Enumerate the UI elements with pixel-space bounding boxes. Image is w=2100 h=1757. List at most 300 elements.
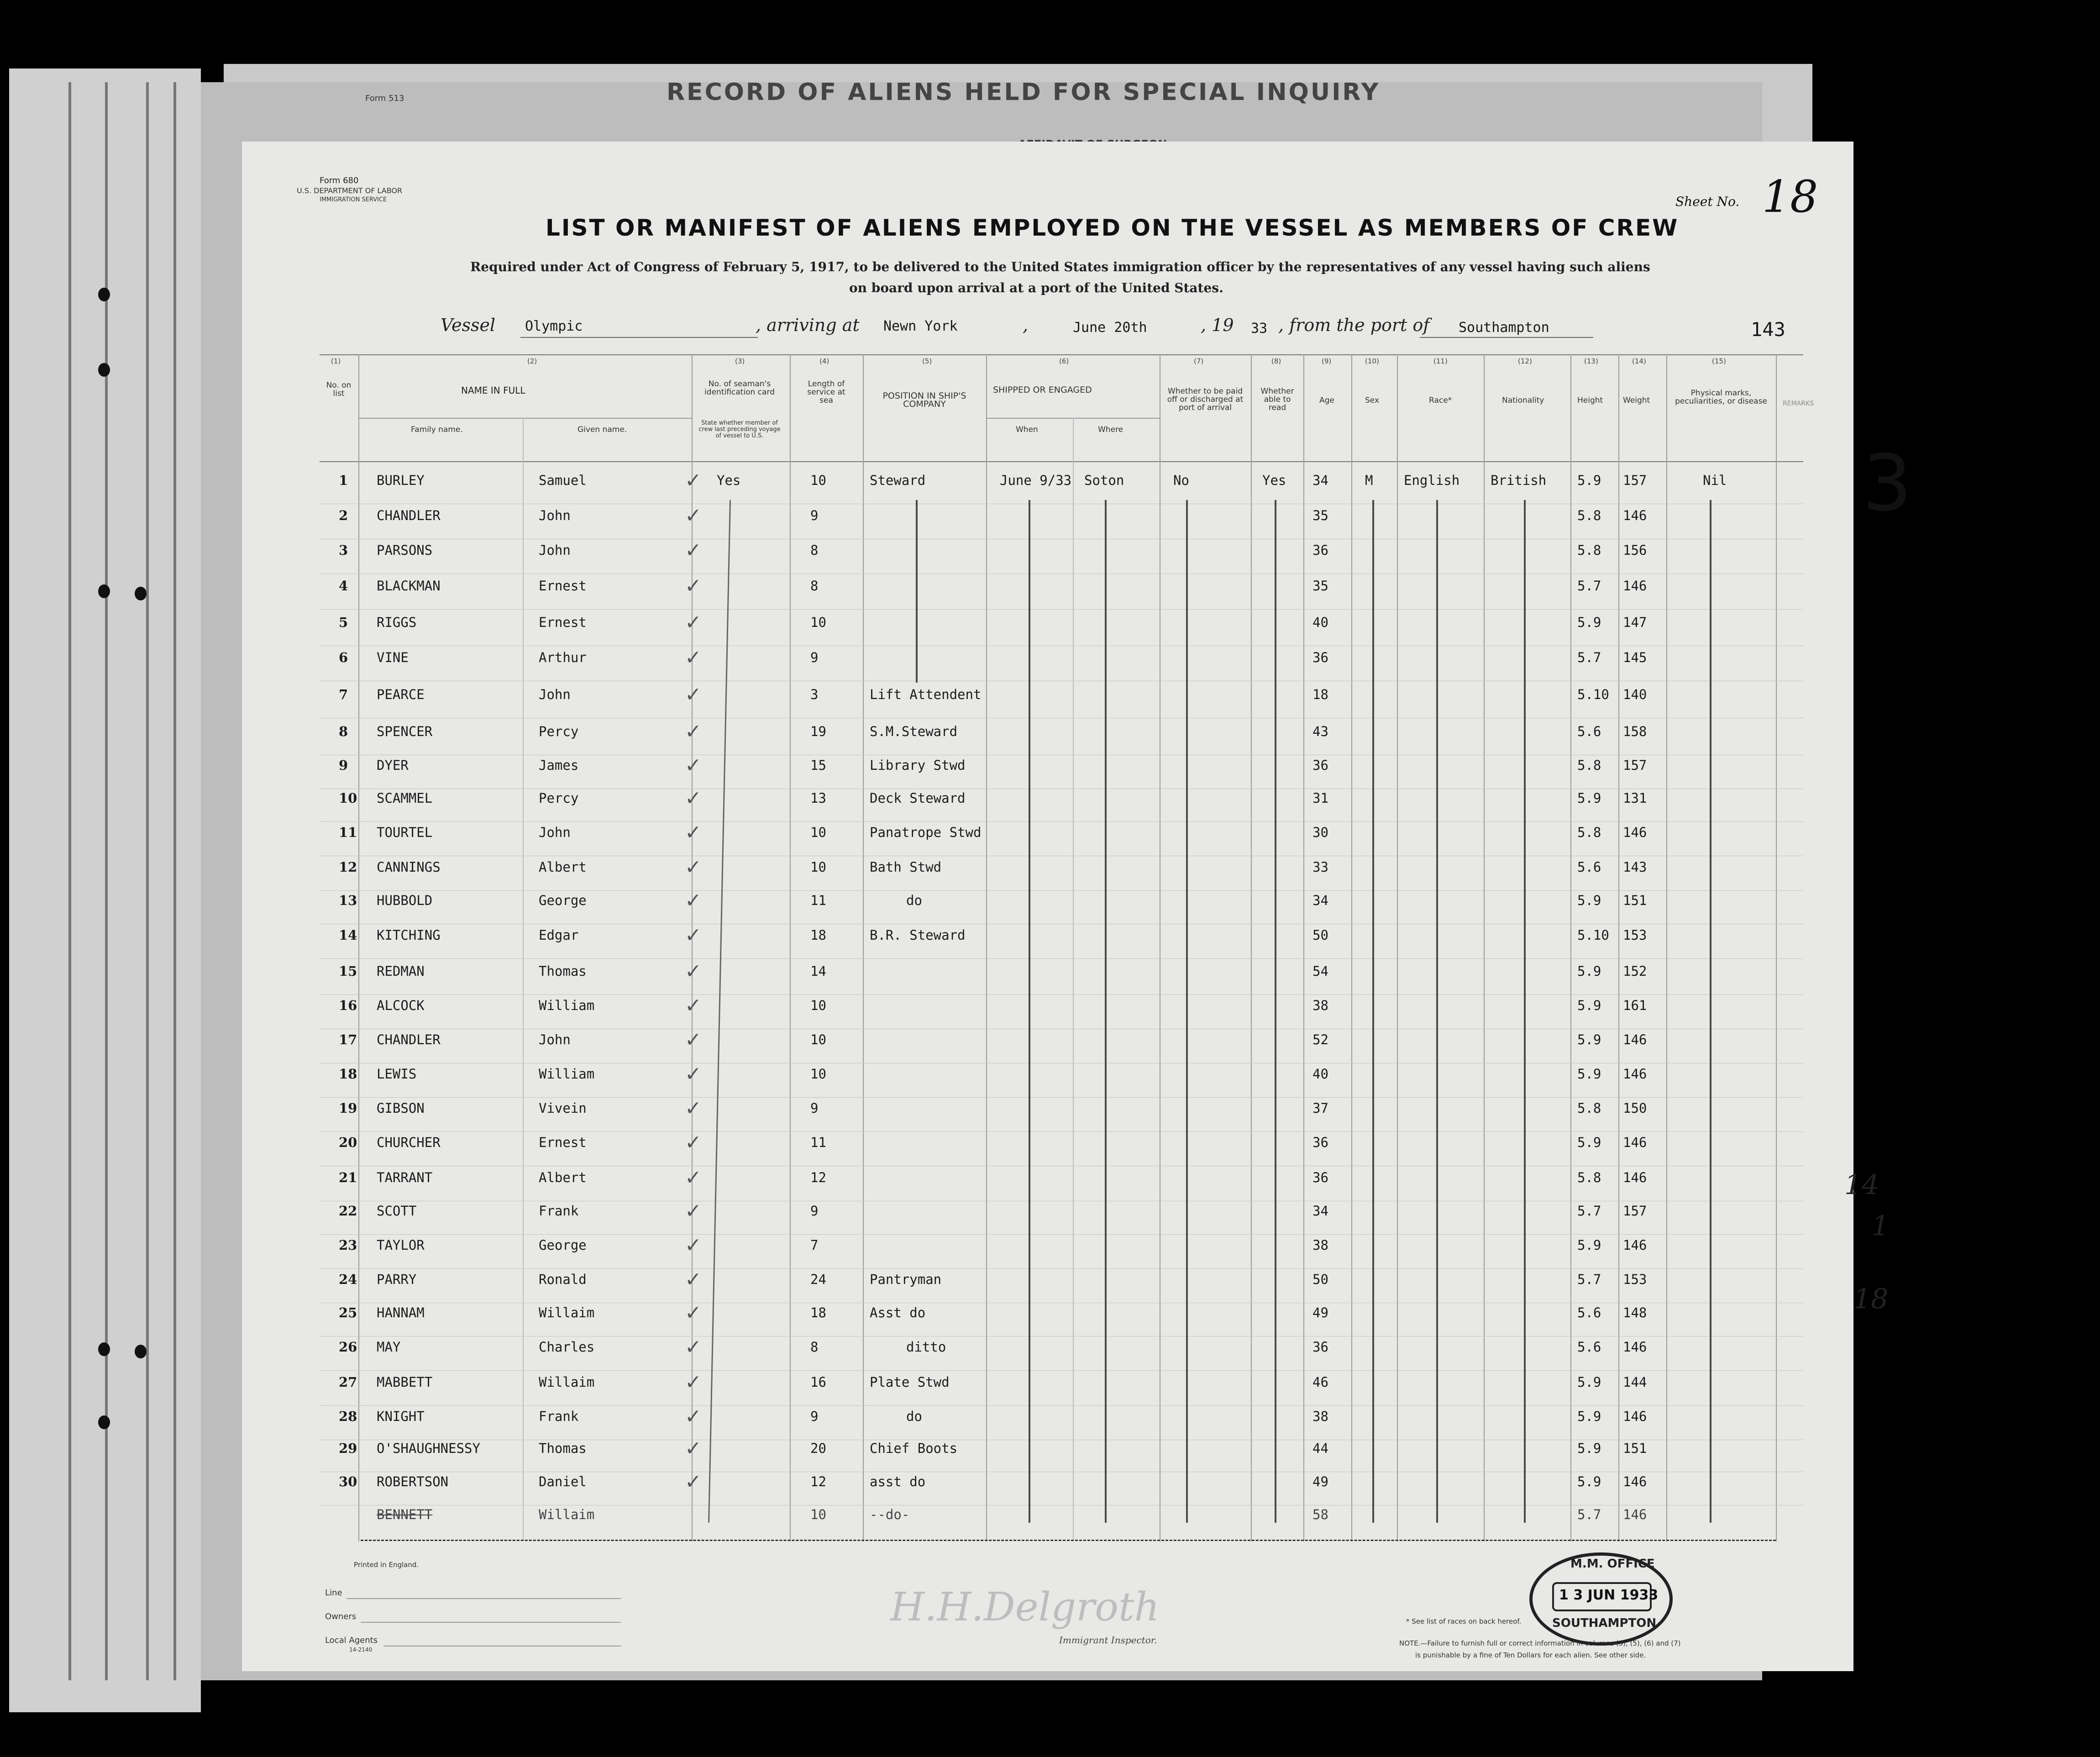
- cell-age: 35: [1312, 508, 1328, 523]
- cell-service: 20: [810, 1441, 826, 1456]
- cell-service: 10: [810, 615, 826, 630]
- note-races: * See list of races on back hereof.: [1406, 1617, 1522, 1625]
- cell-service: 14: [810, 963, 826, 979]
- cell-service: 9: [810, 1100, 819, 1116]
- check-mark-icon: ✓: [685, 1336, 702, 1359]
- cell-paid: No: [1173, 473, 1189, 488]
- cell-family: SPENCER: [377, 724, 433, 739]
- cell-no: 16: [339, 998, 357, 1013]
- service: IMMIGRATION SERVICE: [320, 196, 387, 203]
- cell-given: George: [539, 893, 587, 908]
- margin-mark: 18: [1853, 1283, 1889, 1315]
- cell-position: Bath Stwd: [870, 859, 942, 875]
- cell-given: Ernest: [539, 1135, 587, 1150]
- cell-age: 37: [1312, 1100, 1328, 1116]
- underline: [383, 1646, 621, 1647]
- table-row: [0, 574, 2100, 613]
- cell-physical: Nil: [1703, 473, 1727, 488]
- table-row: [0, 1437, 2100, 1475]
- cell-no: 4: [339, 578, 348, 594]
- inspector-signature: H.H.Delgroth: [890, 1584, 1160, 1630]
- table-row: [0, 1371, 2100, 1409]
- cell-family: LEWIS: [377, 1066, 417, 1082]
- printed-in: Printed in England.: [354, 1561, 419, 1569]
- cell-height: 5.9: [1577, 893, 1601, 908]
- cell-given: John: [539, 542, 571, 558]
- table-row: [0, 720, 2100, 758]
- subtitle-line-1: Required under Act of Congress of February 5, 1917, to be delivered to the United States immigration officer by the representatives of any vessel having such aliens: [470, 259, 1650, 274]
- cell-given: Ronald: [539, 1272, 587, 1287]
- arriving-label: , arriving at: [756, 315, 860, 335]
- page-title: LIST OR MANIFEST OF ALIENS EMPLOYED ON THE VESSEL AS MEMBERS OF CREW: [546, 215, 1679, 241]
- cell-age: 40: [1312, 615, 1328, 630]
- check-mark-icon: ✓: [685, 1199, 702, 1223]
- row-rule: [320, 573, 1803, 574]
- cell-given: William: [539, 998, 595, 1013]
- cell-service: 12: [810, 1170, 826, 1185]
- name-subrule: [358, 418, 692, 419]
- row-rule: [320, 821, 1803, 822]
- cell-weight: 152: [1623, 963, 1647, 979]
- note-fine-1: NOTE.—Failure to furnish full or correct information in columns (3), (5), (6) and (7): [1399, 1639, 1681, 1647]
- cell-no: 6: [339, 650, 348, 665]
- ditto-line: [1524, 500, 1526, 1523]
- cell-given: William: [539, 1066, 595, 1082]
- arrival-year: 33: [1251, 321, 1268, 337]
- check-mark-icon: ✓: [685, 574, 702, 598]
- cell-no: 20: [339, 1135, 357, 1150]
- page-number: 143: [1751, 318, 1785, 341]
- stamp-top: M.M. OFFICE: [1570, 1557, 1655, 1571]
- cell-given: Willaim: [539, 1305, 595, 1320]
- header-age: Age: [1319, 396, 1334, 405]
- check-mark-icon: ✓: [685, 1166, 702, 1189]
- cell-position: Chief Boots: [870, 1441, 958, 1456]
- cell-given: James: [539, 758, 579, 773]
- cell-no: 11: [339, 825, 357, 840]
- stamp-bottom: SOUTHAMPTON: [1552, 1616, 1657, 1630]
- cell-height: 5.6: [1577, 1305, 1601, 1320]
- cell-family: ALCOCK: [377, 998, 425, 1013]
- cell-given: Percy: [539, 724, 579, 739]
- header-able-read: Whether able to read: [1260, 387, 1294, 412]
- cell-weight: 153: [1623, 1272, 1647, 1287]
- cell-given: Percy: [539, 790, 579, 806]
- vessel-label: Vessel: [441, 315, 496, 335]
- cell-age: 40: [1312, 1066, 1328, 1082]
- cell-family: DYER: [377, 758, 409, 773]
- header-id-card-note: State whether member of crew last preceding voyage of vessel to U.S.: [698, 420, 781, 439]
- cell-card: Yes: [717, 473, 741, 488]
- cell-position: do: [906, 893, 922, 908]
- cell-family: SCAMMEL: [377, 790, 433, 806]
- cell-age: 50: [1312, 1272, 1328, 1287]
- check-mark-icon: ✓: [685, 889, 702, 912]
- sheet-number: 18: [1762, 171, 1818, 222]
- cell-no: 15: [339, 963, 357, 979]
- cell-height: 5.9: [1577, 1135, 1601, 1150]
- department: U.S. DEPARTMENT OF LABOR: [297, 186, 403, 195]
- header-shipped: SHIPPED OR ENGAGED: [993, 385, 1092, 395]
- check-mark-icon: ✓: [685, 787, 702, 810]
- col-number: (15): [1712, 357, 1726, 365]
- cell-age: 36: [1312, 650, 1328, 665]
- agents-code: 14-2140: [349, 1647, 373, 1653]
- margin-mark: 1: [1872, 1210, 1890, 1242]
- check-mark-icon: ✓: [685, 1405, 702, 1428]
- cell-no: 24: [339, 1272, 357, 1287]
- header-weight: Weight: [1623, 396, 1650, 405]
- check-mark-icon: ✓: [685, 1063, 702, 1086]
- cell-family: MABBETT: [377, 1374, 433, 1390]
- cell-no: 25: [339, 1305, 357, 1320]
- cell-service: 9: [810, 1409, 819, 1424]
- cell-age: 35: [1312, 578, 1328, 594]
- cell-weight: 146: [1623, 1135, 1647, 1150]
- cell-weight: 146: [1623, 1170, 1647, 1185]
- behind-form-no: Form 513: [365, 94, 404, 103]
- arrival-port: Newn York: [883, 318, 958, 334]
- cell-given: Edgar: [539, 927, 579, 943]
- table-row: [0, 924, 2100, 962]
- departure-port: Southampton: [1459, 320, 1549, 336]
- struck-cell-given: Willaim: [539, 1507, 595, 1522]
- cell-position: ditto: [906, 1339, 946, 1355]
- struck-row: [0, 1507, 2100, 1541]
- header-when: When: [1016, 425, 1038, 434]
- underline: [520, 337, 758, 338]
- cell-no: 8: [339, 724, 348, 739]
- cell-nationality: British: [1491, 473, 1547, 488]
- cell-weight: 140: [1623, 687, 1647, 702]
- cell-read: Yes: [1262, 473, 1286, 488]
- struck-cell-height: 5.7: [1577, 1507, 1601, 1522]
- cell-given: Willaim: [539, 1374, 595, 1390]
- cell-height: 5.7: [1577, 1272, 1601, 1287]
- cell-family: CHURCHER: [377, 1135, 441, 1150]
- cell-weight: 157: [1623, 473, 1647, 488]
- cell-given: Arthur: [539, 650, 587, 665]
- check-mark-icon: ✓: [685, 504, 702, 527]
- cell-position: do: [906, 1409, 922, 1424]
- header-height: Height: [1577, 396, 1603, 405]
- cell-no: 22: [339, 1203, 357, 1219]
- header-id-card: No. of seaman's identification card: [704, 379, 775, 397]
- cell-service: 12: [810, 1474, 826, 1489]
- cell-family: TARRANT: [377, 1170, 433, 1185]
- cell-no: 5: [339, 615, 348, 630]
- cell-position: B.R. Steward: [870, 927, 966, 943]
- check-mark-icon: ✓: [685, 754, 702, 777]
- cell-service: 18: [810, 927, 826, 943]
- table-row: [0, 1234, 2100, 1272]
- cell-service: 3: [810, 687, 819, 702]
- cell-weight: 157: [1623, 758, 1647, 773]
- cell-height: 5.9: [1577, 1409, 1601, 1424]
- cell-given: John: [539, 825, 571, 840]
- cell-family: BURLEY: [377, 473, 425, 488]
- cell-given: Vivein: [539, 1100, 587, 1116]
- header-given-name: Given name.: [578, 425, 627, 434]
- cell-age: 52: [1312, 1032, 1328, 1047]
- ditto-line: [1105, 500, 1107, 1523]
- header-length-service: Length of service at sea: [807, 379, 845, 405]
- cell-age: 49: [1312, 1474, 1328, 1489]
- cell-service: 19: [810, 724, 826, 739]
- from-port-label: , from the port of: [1278, 315, 1430, 335]
- header-remarks: REMARKS: [1783, 400, 1814, 407]
- col-number: (8): [1271, 357, 1281, 365]
- struck-cell-service: 10: [810, 1507, 826, 1522]
- cell-weight: 131: [1623, 790, 1647, 806]
- cell-given: Thomas: [539, 1441, 587, 1456]
- cell-service: 16: [810, 1374, 826, 1390]
- table-row: [0, 683, 2100, 721]
- header-no-on-list: No. on list: [326, 381, 352, 398]
- cell-height: 5.6: [1577, 1339, 1601, 1355]
- cell-family: HANNAM: [377, 1305, 425, 1320]
- ditto-line: [916, 500, 918, 683]
- cell-position: S.M.Steward: [870, 724, 958, 739]
- underline: [347, 1598, 621, 1599]
- cell-no: 3: [339, 542, 348, 558]
- check-mark-icon: ✓: [685, 1470, 702, 1494]
- cell-no: 7: [339, 687, 348, 702]
- comma: ,: [1023, 315, 1029, 335]
- cell-age: 46: [1312, 1374, 1328, 1390]
- ditto-line: [1710, 500, 1712, 1523]
- cell-height: 5.6: [1577, 859, 1601, 875]
- cell-height: 5.9: [1577, 615, 1601, 630]
- header-where: Where: [1098, 425, 1124, 434]
- cell-position: Asst do: [870, 1305, 926, 1320]
- cell-height: 5.6: [1577, 724, 1601, 739]
- cell-age: 50: [1312, 927, 1328, 943]
- cell-height: 5.9: [1577, 998, 1601, 1013]
- ditto-line: [1436, 500, 1438, 1523]
- cell-given: Charles: [539, 1339, 595, 1355]
- year-prefix: , 19: [1201, 315, 1234, 335]
- cell-service: 15: [810, 758, 826, 773]
- vessel-name: Olympic: [525, 318, 583, 334]
- cell-weight: 146: [1623, 1474, 1647, 1489]
- cell-weight: 146: [1623, 1409, 1647, 1424]
- margin-mark: 14: [1844, 1169, 1880, 1201]
- cell-position: Pantryman: [870, 1272, 942, 1287]
- check-mark-icon: ✓: [685, 1028, 702, 1052]
- cell-weight: 147: [1623, 615, 1647, 630]
- cell-service: 13: [810, 790, 826, 806]
- cell-height: 5.9: [1577, 963, 1601, 979]
- cell-given: Albert: [539, 859, 587, 875]
- cell-no: 14: [339, 927, 357, 943]
- col-number: (9): [1322, 357, 1332, 365]
- local-agents-label: Local Agents: [325, 1636, 378, 1645]
- header-race: Race*: [1429, 396, 1452, 405]
- cell-no: 23: [339, 1237, 357, 1253]
- cell-no: 10: [339, 790, 357, 806]
- cell-given: Daniel: [539, 1474, 587, 1489]
- table-row: [0, 1405, 2100, 1443]
- col-number: (11): [1433, 357, 1448, 365]
- cell-given: John: [539, 1032, 571, 1047]
- inspector-label: Immigrant Inspector.: [1059, 1635, 1157, 1646]
- underline: [1420, 337, 1593, 338]
- cell-service: 10: [810, 998, 826, 1013]
- cell-height: 5.9: [1577, 790, 1601, 806]
- check-mark-icon: ✓: [685, 683, 702, 706]
- cell-service: 9: [810, 1203, 819, 1219]
- col-number: (7): [1194, 357, 1204, 365]
- col-number: (3): [735, 357, 745, 365]
- cell-position: asst do: [870, 1474, 926, 1489]
- cell-service: 8: [810, 542, 819, 558]
- cell-given: Samuel: [539, 473, 587, 488]
- ditto-line: [1186, 500, 1188, 1523]
- cell-height: 5.8: [1577, 1170, 1601, 1185]
- cell-no: 13: [339, 893, 357, 908]
- cell-family: TAYLOR: [377, 1237, 425, 1253]
- struck-cell-family: BENNETT: [377, 1507, 433, 1522]
- cell-family: TOURTEL: [377, 825, 433, 840]
- ditto-line: [1029, 500, 1030, 1523]
- header-paid-off: Whether to be paid off or discharged at port of arrival: [1167, 387, 1244, 412]
- cell-given: Frank: [539, 1203, 579, 1219]
- header-sex: Sex: [1365, 396, 1380, 405]
- cell-family: PARRY: [377, 1272, 417, 1287]
- cell-height: 5.8: [1577, 1100, 1601, 1116]
- cell-height: 5.9: [1577, 1441, 1601, 1456]
- ditto-line: [1275, 500, 1276, 1523]
- owners-label: Owners: [325, 1612, 357, 1621]
- cell-weight: 151: [1623, 893, 1647, 908]
- cell-service: 9: [810, 508, 819, 523]
- cell-age: 34: [1312, 893, 1328, 908]
- cell-no: 17: [339, 1032, 357, 1047]
- cell-age: 30: [1312, 825, 1328, 840]
- check-mark-icon: ✓: [685, 960, 702, 983]
- cell-age: 54: [1312, 963, 1328, 979]
- cell-age: 49: [1312, 1305, 1328, 1320]
- cell-age: 36: [1312, 1135, 1328, 1150]
- table-row: [0, 821, 2100, 859]
- cell-where: Soton: [1084, 473, 1124, 488]
- underline: [361, 1622, 621, 1623]
- check-mark-icon: ✓: [685, 1097, 702, 1120]
- cell-family: REDMAN: [377, 963, 425, 979]
- cell-height: 5.7: [1577, 650, 1601, 665]
- cell-age: 34: [1312, 1203, 1328, 1219]
- table-row: [0, 960, 2100, 998]
- check-mark-icon: ✓: [685, 1437, 702, 1460]
- note-fine-2: is punishable by a fine of Ten Dollars for each alien. See other side.: [1415, 1651, 1646, 1659]
- cell-height: 5.9: [1577, 1237, 1601, 1253]
- arrival-date: June 20th: [1073, 320, 1147, 336]
- col-number: (10): [1365, 357, 1379, 365]
- cell-no: 29: [339, 1441, 357, 1456]
- cell-height: 5.9: [1577, 1032, 1601, 1047]
- col-number: (5): [922, 357, 932, 365]
- cell-family: SCOTT: [377, 1203, 417, 1219]
- cell-weight: 153: [1623, 927, 1647, 943]
- cell-age: 33: [1312, 859, 1328, 875]
- check-mark-icon: ✓: [685, 856, 702, 879]
- cell-age: 36: [1312, 758, 1328, 773]
- check-mark-icon: ✓: [685, 1234, 702, 1257]
- cell-given: Frank: [539, 1409, 579, 1424]
- ditto-line: [1372, 500, 1374, 1523]
- cell-position: Plate Stwd: [870, 1374, 950, 1390]
- cell-family: CHANDLER: [377, 508, 441, 523]
- cell-weight: 158: [1623, 724, 1647, 739]
- cell-family: O'SHAUGHNESSY: [377, 1441, 480, 1456]
- table-row: [0, 646, 2100, 684]
- col-number: (2): [527, 357, 537, 365]
- table-row: [0, 1131, 2100, 1169]
- cell-no: 9: [339, 758, 348, 773]
- check-mark-icon: ✓: [685, 1301, 702, 1325]
- cell-service: 10: [810, 1032, 826, 1047]
- table-row: [0, 856, 2100, 894]
- col-number: (1): [331, 357, 341, 365]
- check-mark-icon: ✓: [685, 539, 702, 562]
- cell-position: Deck Steward: [870, 790, 966, 806]
- header-name-in-full: NAME IN FULL: [461, 385, 525, 396]
- table-row: [0, 889, 2100, 927]
- cell-family: PEARCE: [377, 687, 425, 702]
- form-number: Form 680: [320, 176, 359, 185]
- stamp-date: 1 3 JUN 1933: [1559, 1587, 1659, 1603]
- cell-age: 44: [1312, 1441, 1328, 1456]
- cell-age: 38: [1312, 998, 1328, 1013]
- cell-no: 12: [339, 859, 357, 875]
- row-rule: [320, 890, 1803, 891]
- col-number: (4): [819, 357, 830, 365]
- cell-no: 1: [339, 473, 348, 488]
- cell-given: John: [539, 687, 571, 702]
- row-rule: [320, 994, 1803, 995]
- cell-height: 5.9: [1577, 1066, 1601, 1082]
- cell-height: 5.7: [1577, 578, 1601, 594]
- cell-weight: 145: [1623, 650, 1647, 665]
- struck-row-rule: [361, 1540, 1776, 1541]
- cell-weight: 144: [1623, 1374, 1647, 1390]
- table-row: [0, 1470, 2100, 1509]
- cell-weight: 146: [1623, 1066, 1647, 1082]
- check-mark-icon: ✓: [685, 1371, 702, 1394]
- table-row: [0, 469, 2100, 507]
- header-bottom-rule: [320, 461, 1803, 462]
- check-mark-icon: ✓: [685, 924, 702, 947]
- cell-service: 10: [810, 859, 826, 875]
- row-rule: [320, 1370, 1803, 1371]
- cell-height: 5.7: [1577, 1203, 1601, 1219]
- cell-age: 34: [1312, 473, 1328, 488]
- cell-service: 9: [810, 650, 819, 665]
- cell-no: 28: [339, 1409, 357, 1424]
- cell-age: 36: [1312, 1170, 1328, 1185]
- cell-no: 27: [339, 1374, 357, 1390]
- check-mark-icon: ✓: [685, 821, 702, 844]
- struck-cell-age: 58: [1312, 1507, 1328, 1522]
- header-position: POSITION IN SHIP'S COMPANY: [882, 391, 966, 409]
- cell-no: 19: [339, 1100, 357, 1116]
- table-row: [0, 754, 2100, 792]
- cell-height: 5.9: [1577, 1474, 1601, 1489]
- cell-height: 5.8: [1577, 508, 1601, 523]
- cell-given: Ernest: [539, 615, 587, 630]
- cell-height: 5.8: [1577, 542, 1601, 558]
